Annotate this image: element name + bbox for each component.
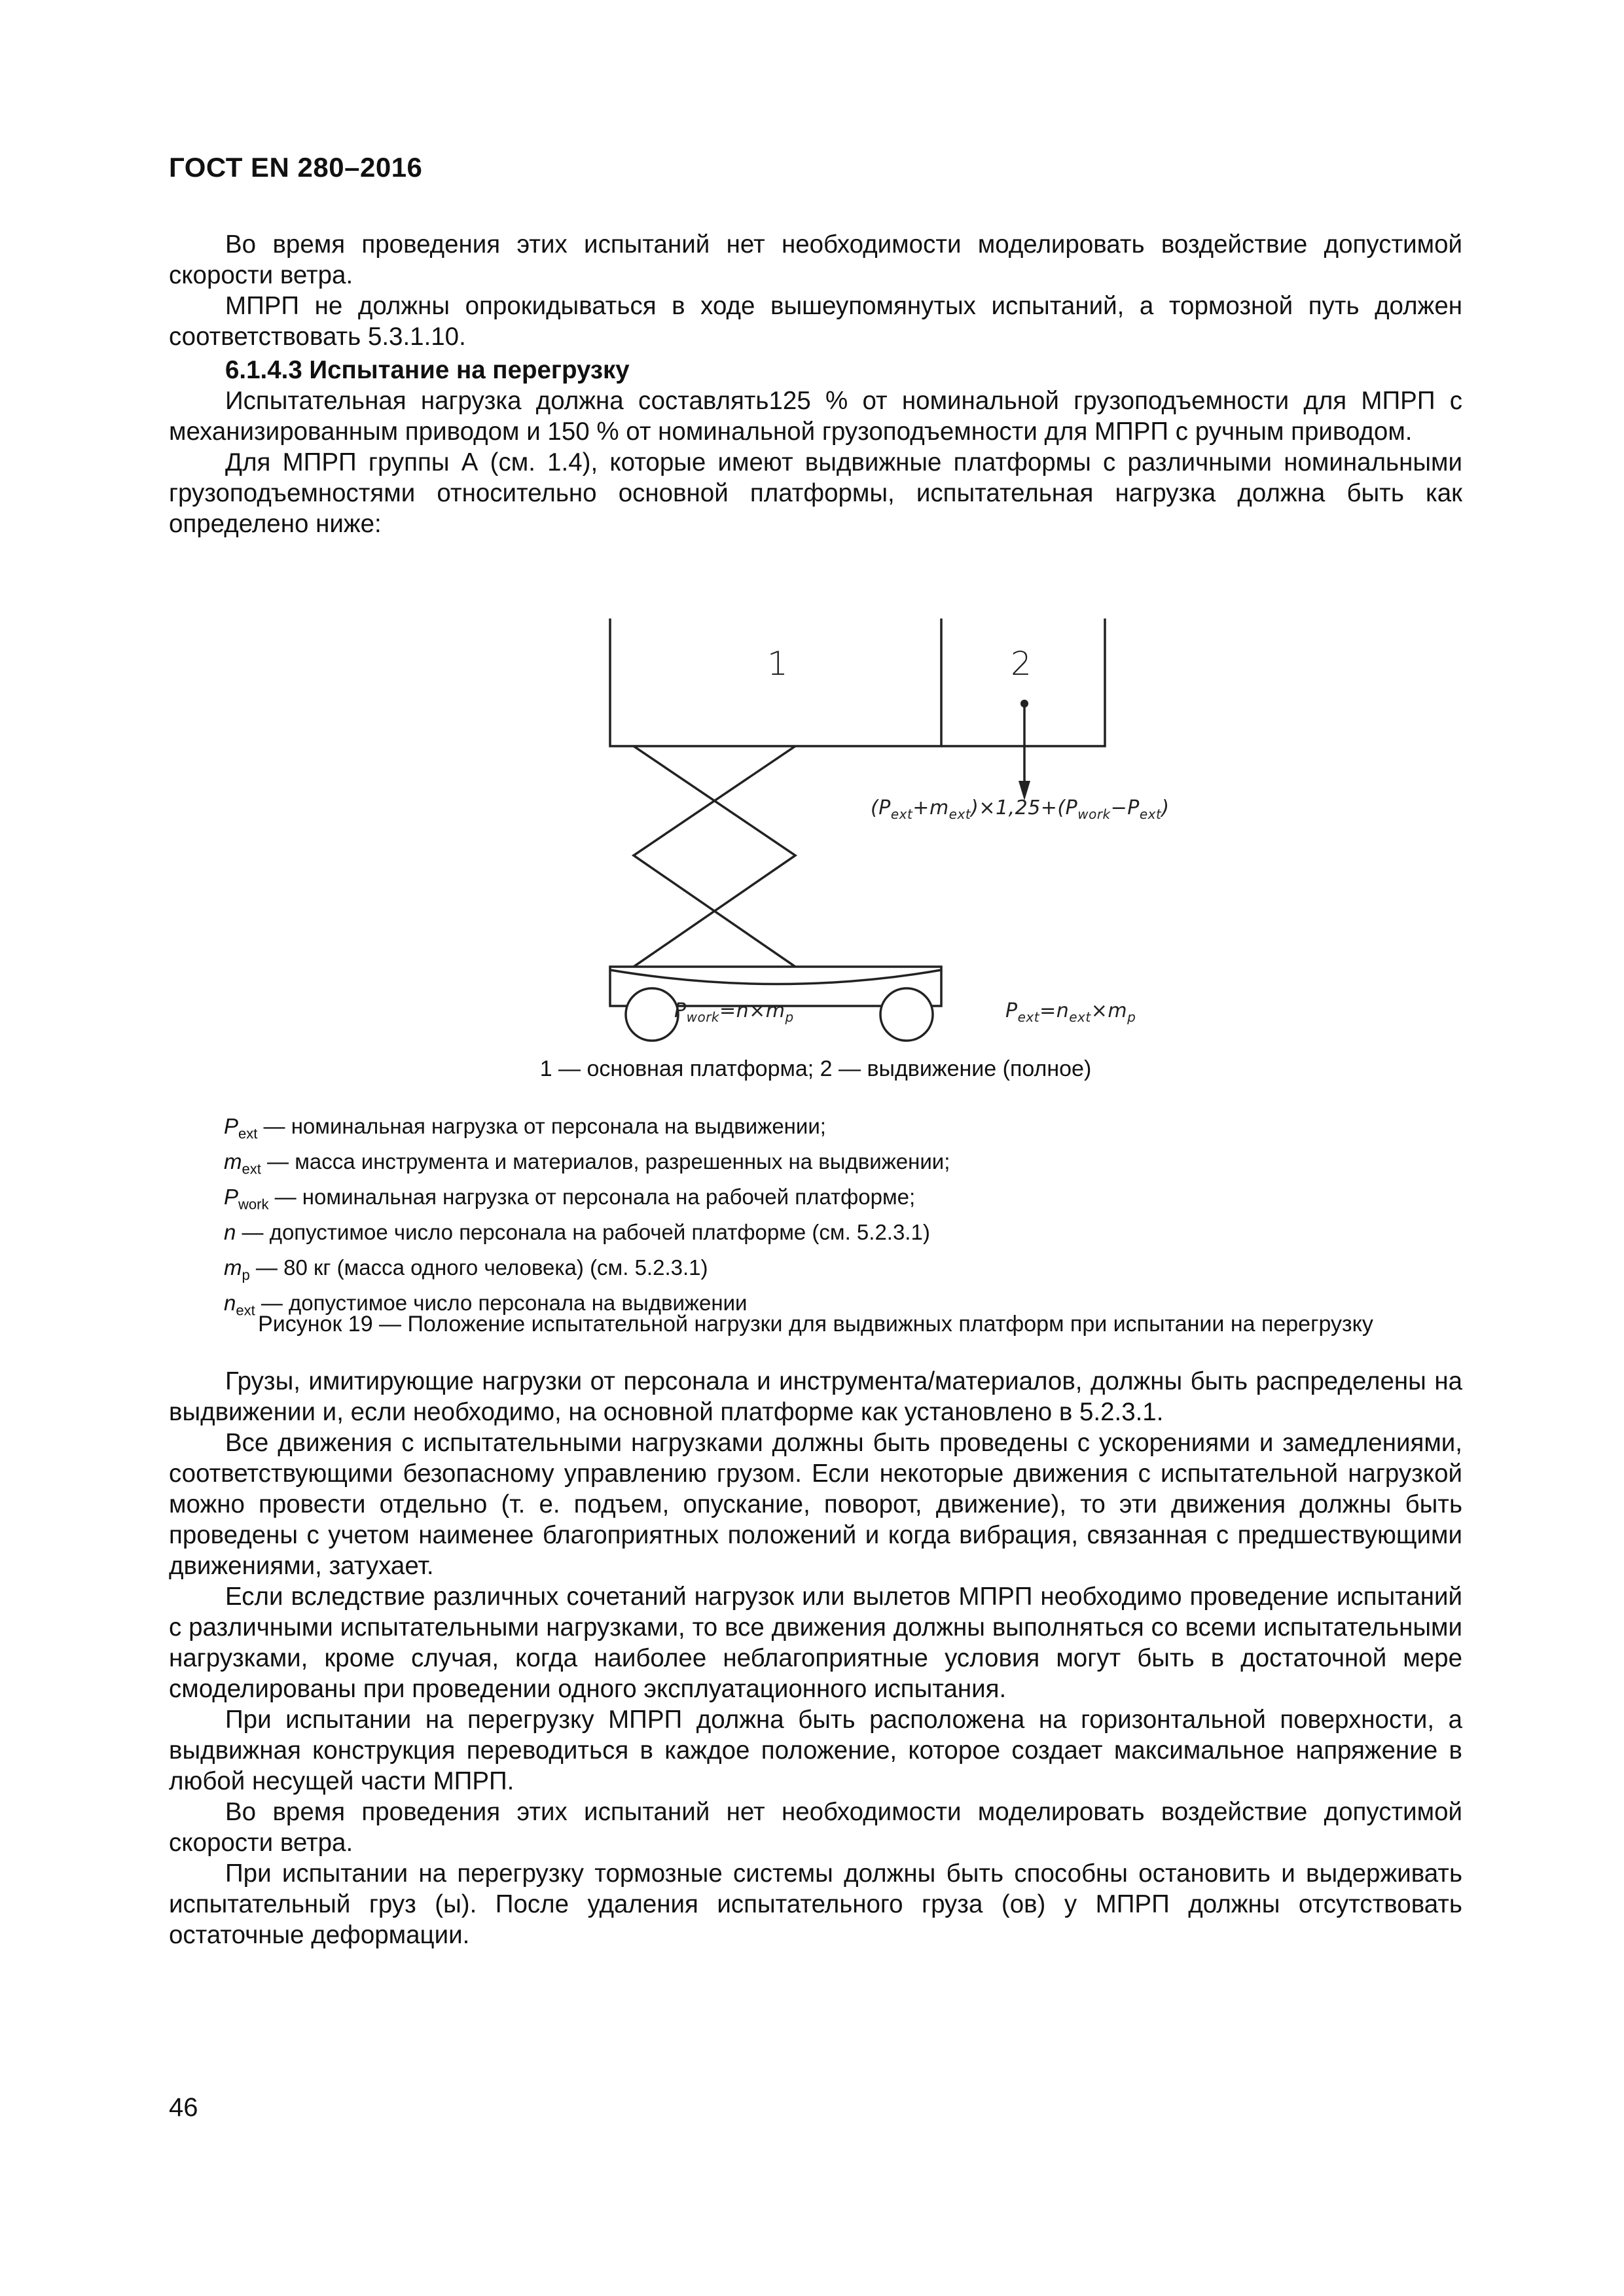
bottom-text: [169, 1366, 1462, 1950]
scissor-arm-left: [634, 746, 795, 967]
paragraph: При испытании на перегрузку МПРП должна быть расположена на горизонтальной поверхности, а выдвижная конструкция переводиться в каждое положение, которое создает максимальное напряжение в любой несущей части МПРП.: [169, 1706, 1462, 1795]
formula-work-load: $P_{work}=n\times m_p$: [674, 999, 794, 1025]
platform-drawing: [589, 619, 1204, 1044]
paragraph: МПРП не должны опрокидываться в ходе вышеупомянутых испытаний, а тормозной путь должен соответствовать 5.3.1.10.: [169, 292, 1462, 351]
legend-item: $n_{ext}$ — допустимое число персонала на выдвижении: [224, 1291, 748, 1319]
label-extension: 2: [1011, 645, 1032, 683]
formula-ext-load: $P_{ext}=n_{ext}\times m_p$: [1005, 999, 1136, 1025]
wheel-left: [626, 988, 678, 1041]
legend-item: $P_{ext}$ — номинальная нагрузка от персонала на выдвижении;: [224, 1114, 826, 1142]
wheel-right: [880, 988, 933, 1041]
legend-item: n — допустимое число персонала на рабочей платформе (см. 5.2.3.1): [224, 1220, 930, 1245]
chassis-curve: [610, 970, 941, 984]
paragraph: Все движения с испытательными нагрузками должны быть проведены с ускорениями и замедлениями, соответствующими безопасному управлению грузом. Если некоторые движения с испытательной нагрузкой можно провести отдельно (т. е. подъем, опускание, поворот, движение), то эти движения должны быть проведены с учетом наименее благоприятных положений и когда вибрация, связанная с предшествующими движениями, затухает.: [169, 1429, 1462, 1580]
figure-key: 1 — основная платформа; 2 — выдвижение (полное): [539, 1056, 1092, 1081]
label-main-platform: 1: [767, 645, 788, 683]
figure-19: [589, 619, 1204, 1044]
legend-item: $P_{work}$ — номинальная нагрузка от персонала на рабочей платформе;: [224, 1185, 916, 1213]
paragraph: Если вследствие различных сочетаний нагрузок или вылетов МПРП необходимо проведение испытаний с различными испытательными нагрузками, то все движения должны выполняться со всеми испытательными нагрузками, кроме случая, когда наиболее неблагоприятные условия могут быть в достаточной мере смоделированы при проведении одного эксплуатационного испытания.: [169, 1583, 1462, 1703]
legend-item: $m_p$ — 80 кг (масса одного человека) (см. 5.2.3.1): [224, 1255, 708, 1283]
document-header: ГОСТ EN 280–2016: [169, 152, 423, 183]
load-point: [1020, 700, 1028, 708]
scissor-arm-right: [634, 746, 795, 967]
page-number: 46: [169, 2093, 198, 2122]
paragraph: Для МПРП группы А (см. 1.4), которые имеют выдвижные платформы с различными номинальными грузоподъемностями относительно основной платформы, испытательная нагрузка должна быть как определено ниже:: [169, 448, 1462, 538]
top-text: [169, 229, 1462, 539]
paragraph: Грузы, имитирующие нагрузки от персонала и инструмента/материалов, должны быть распределены на выдвижении и, если необходимо, на основной платформе как установлено в 5.2.3.1.: [169, 1367, 1462, 1426]
section-heading: 6.1.4.3 Испытание на перегрузку: [225, 356, 630, 384]
figure-title: Рисунок 19 — Положение испытательной нагрузки для выдвижных платформ при испытании на перегрузку: [258, 1312, 1373, 1336]
legend-item: $m_{ext}$ — масса инструмента и материалов, разрешенных на выдвижении;: [224, 1149, 950, 1177]
paragraph: При испытании на перегрузку тормозные системы должны быть способны остановить и выдерживать испытательный груз (ы). После удаления испытательного груза (ов) у МПРП должны отсутствовать остаточные деформации.: [169, 1859, 1462, 1949]
formula-test-load: $(P_{ext}+m_{ext})\times 1,25+(P_{work}-P_{ext})$: [871, 797, 1170, 822]
paragraph: Испытательная нагрузка должна составлять125 % от номинальной грузоподъемности для МПРП с механизированным приводом и 150 % от номинальной грузоподъемности для МПРП с ручным приводом.: [169, 387, 1462, 446]
legend: [224, 1113, 950, 1325]
paragraph: Во время проведения этих испытаний нет необходимости моделировать воздействие допустимой скорости ветра.: [169, 230, 1462, 289]
paragraph: Во время проведения этих испытаний нет необходимости моделировать воздействие допустимой скорости ветра.: [169, 1798, 1462, 1857]
